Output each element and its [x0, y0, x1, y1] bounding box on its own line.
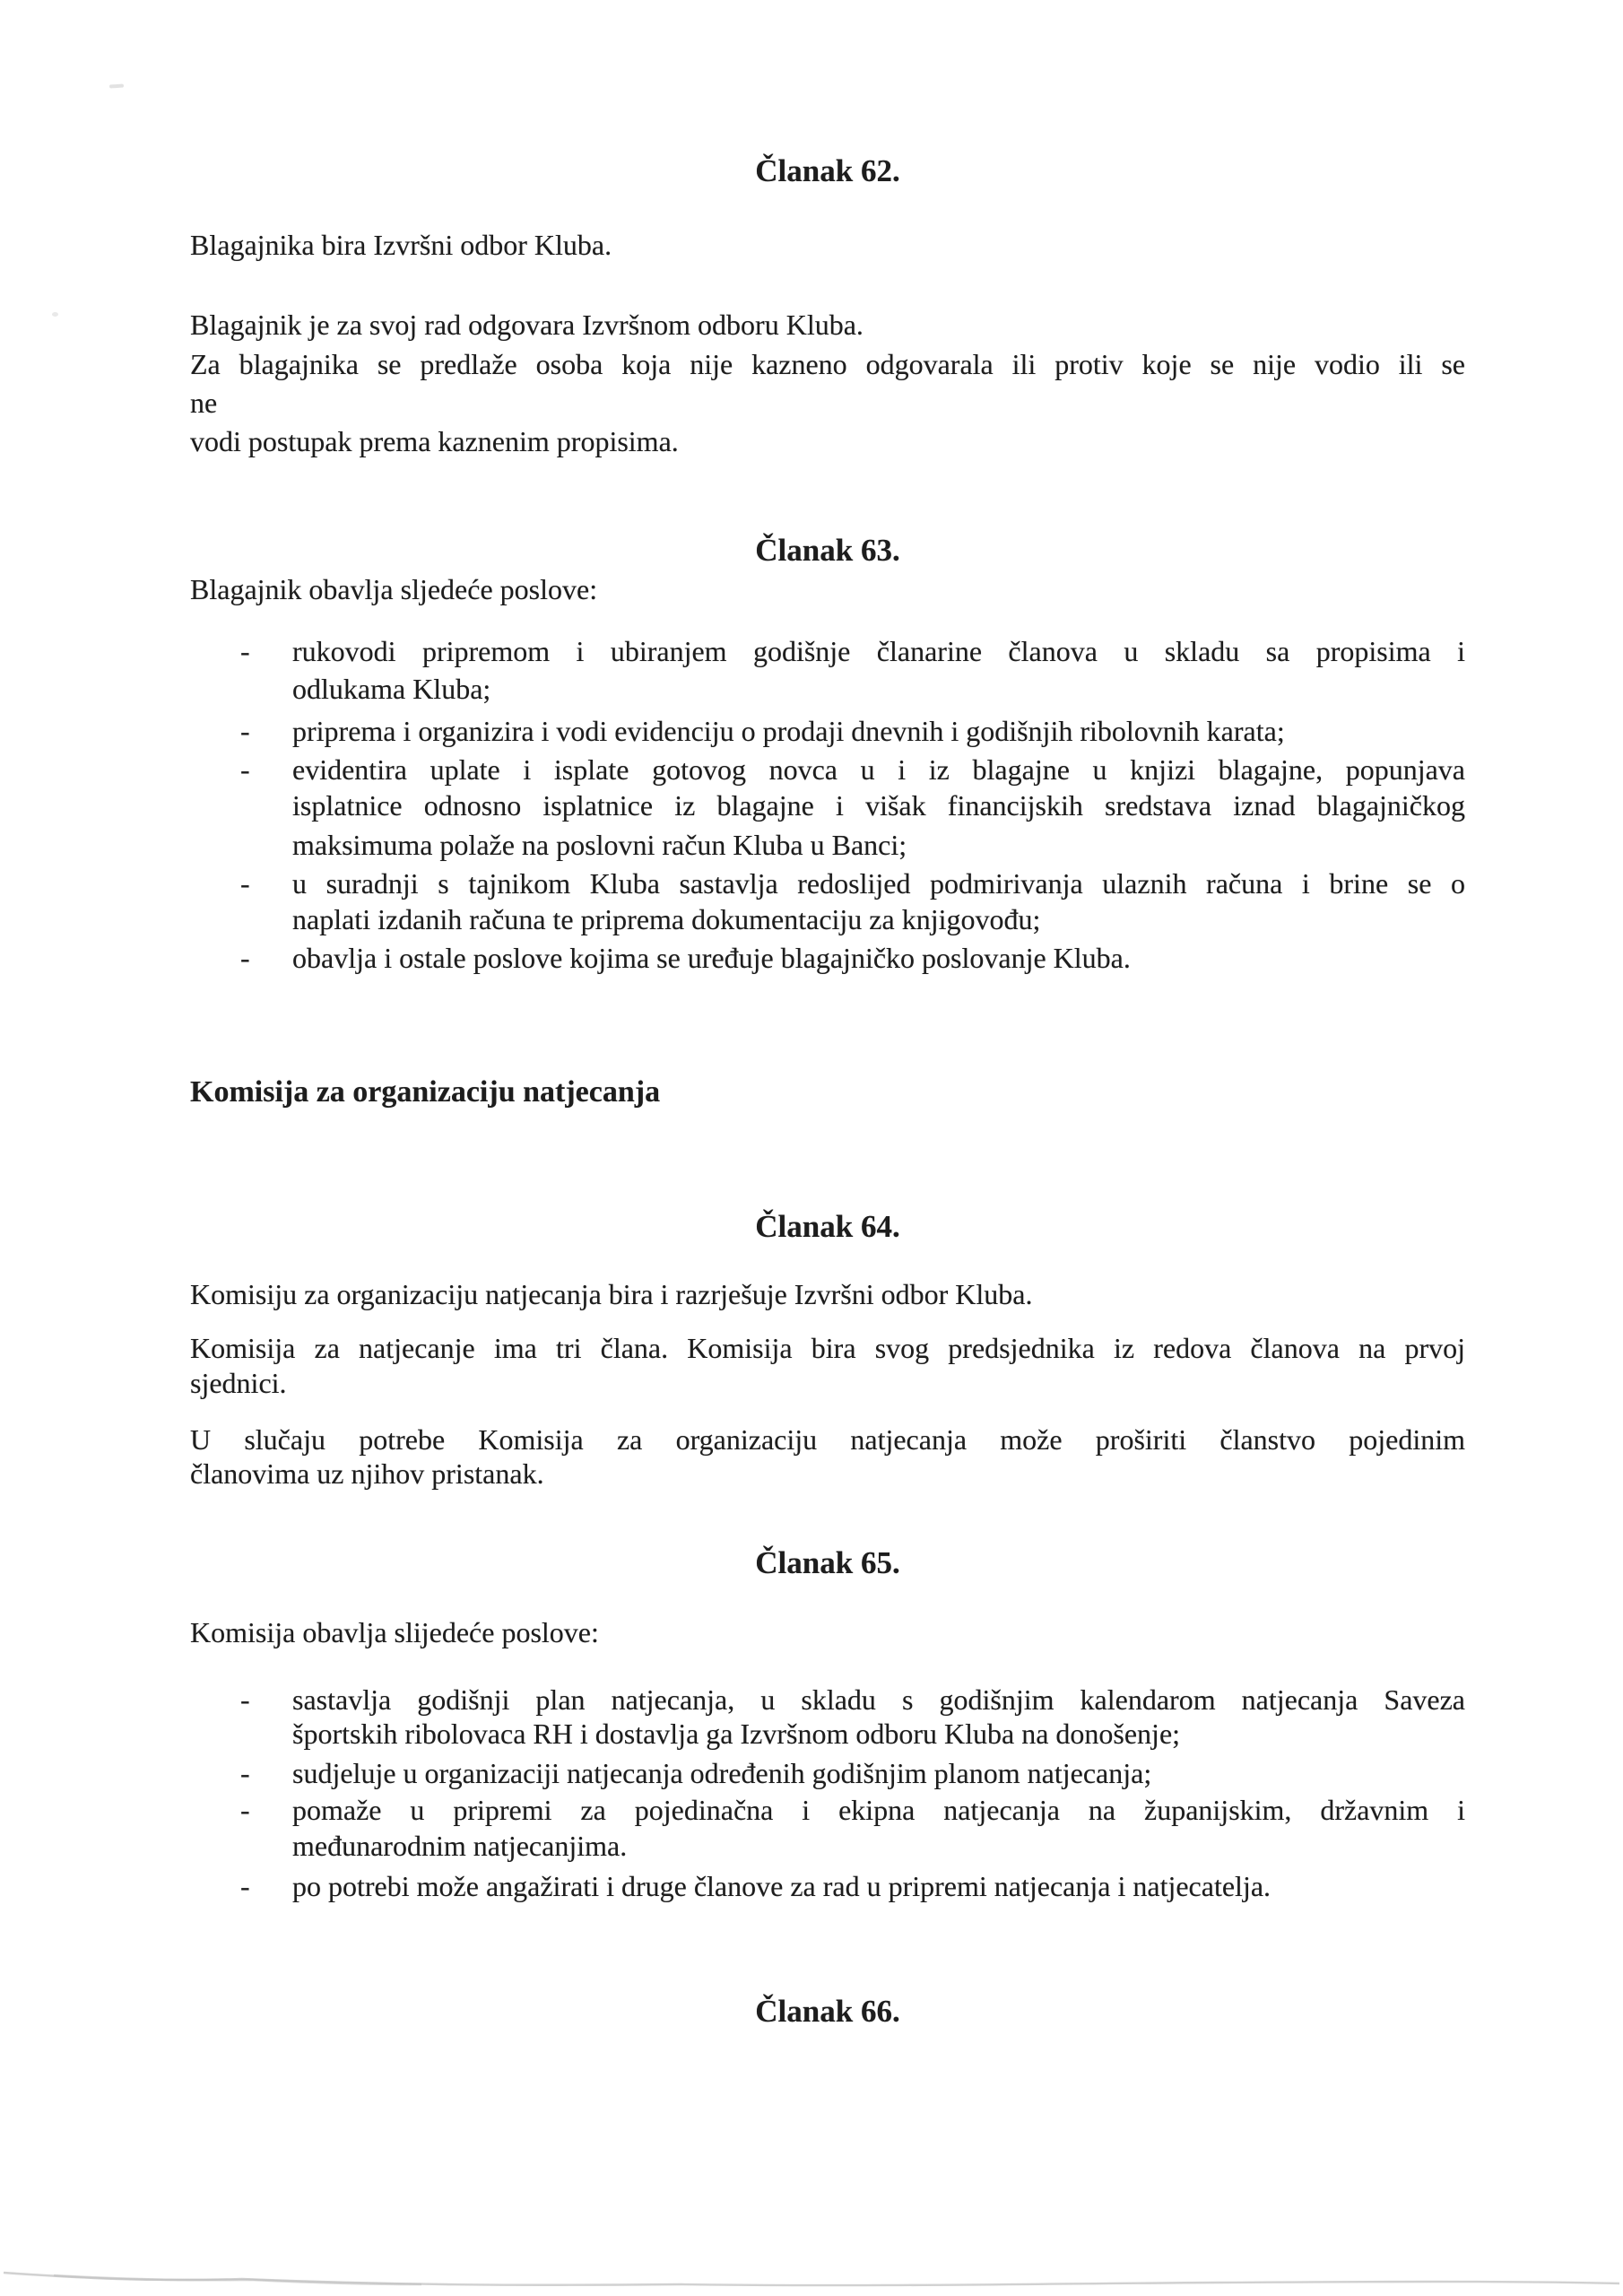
scan-speck	[52, 312, 58, 317]
bullet-line: sastavlja godišnji plan natjecanja, u skladu s godišnjim kalendarom natjecanja Saveza	[292, 1683, 1465, 1716]
bullet-line: po potrebi može angažirati i druge članove za rad u pripremi natjecanja i natjecatelja.	[292, 1870, 1271, 1902]
bullet-dash: -	[240, 1757, 250, 1789]
paragraph-line: Blagajnika bira Izvršni odbor Kluba.	[190, 229, 612, 261]
bullet-dash: -	[240, 867, 250, 900]
paragraph-line: Komisija obavlja slijedeće poslove:	[190, 1616, 599, 1648]
article-65-heading: Članak 65.	[755, 1545, 900, 1580]
bullet-line: pomaže u pripremi za pojedinačna i ekipna natjecanja na županijskim, državnim i	[292, 1794, 1465, 1826]
article-62-heading: Članak 62.	[755, 153, 900, 188]
bullet-line: isplatnice odnosno isplatnice iz blagajne i višak financijskih sredstava iznad blagajničkog	[292, 789, 1465, 822]
bullet-dash: -	[240, 753, 250, 786]
scan-artifact-line	[0, 2257, 1623, 2296]
bullet-dash: -	[240, 1794, 250, 1826]
article-63-heading: Članak 63.	[755, 533, 900, 568]
bullet-line: rukovodi pripremom i ubiranjem godišnje članarine članova u skladu sa propisima i	[292, 635, 1465, 667]
paragraph-line: Blagajnik obavlja sljedeće poslove:	[190, 573, 598, 605]
bullet-line: naplati izdanih računa te priprema dokumentaciju za knjigovođu;	[292, 903, 1041, 935]
bullet-line: odlukama Kluba;	[292, 673, 491, 705]
paragraph-line: članovima uz njihov pristanak.	[190, 1457, 544, 1490]
bullet-dash: -	[240, 715, 250, 747]
paragraph-line: Blagajnik je za svoj rad odgovara Izvršnom odboru Kluba.	[190, 309, 864, 341]
bullet-dash: -	[240, 1683, 250, 1716]
paragraph-line: vodi postupak prema kaznenim propisima.	[190, 425, 679, 457]
section-heading: Komisija za organizaciju natjecanja	[190, 1075, 661, 1109]
article-64-heading: Članak 64.	[755, 1209, 900, 1244]
bullet-dash: -	[240, 635, 250, 667]
bullet-line: športskih ribolovaca RH i dostavlja ga Izvršnom odboru Kluba na donošenje;	[292, 1718, 1181, 1750]
bullet-line: evidentira uplate i isplate gotovog novca u i iz blagajne u knjizi blagajne, popunjava	[292, 753, 1465, 786]
paragraph-line: Za blagajnika se predlaže osoba koja nije kazneno odgovarala ili protiv koje se nije vodio ili se	[190, 348, 1465, 380]
article-66-heading: Članak 66.	[755, 1994, 900, 2029]
paragraph-line: Komisija za natjecanje ima tri člana. Komisija bira svog predsjednika iz redova članova na prvoj	[190, 1332, 1465, 1364]
bullet-line: obavlja i ostale poslove kojima se uređuje blagajničko poslovanje Kluba.	[292, 942, 1131, 974]
bullet-line: maksimuma polaže na poslovni račun Kluba u Banci;	[292, 829, 907, 861]
bullet-line: međunarodnim natjecanjima.	[292, 1830, 628, 1862]
paragraph-line: sjednici.	[190, 1367, 287, 1399]
paragraph-line: Komisiju za organizaciju natjecanja bira i razrješuje Izvršni odbor Kluba.	[190, 1278, 1033, 1310]
paragraph-line: U slučaju potrebe Komisija za organizaciju natjecanja može proširiti članstvo pojedinim	[190, 1423, 1465, 1456]
paragraph-line: ne	[190, 387, 218, 419]
bullet-dash: -	[240, 942, 250, 974]
scan-speck	[109, 83, 124, 88]
bullet-dash: -	[240, 1870, 250, 1902]
bullet-line: sudjeluje u organizaciji natjecanja određenih godišnjim planom natjecanja;	[292, 1757, 1152, 1789]
bullet-line: u suradnji s tajnikom Kluba sastavlja redoslijed podmirivanja ulaznih računa i brine se o	[292, 867, 1465, 900]
bullet-line: priprema i organizira i vodi evidenciju o prodaji dnevnih i godišnjih ribolovnih karata;	[292, 715, 1285, 747]
